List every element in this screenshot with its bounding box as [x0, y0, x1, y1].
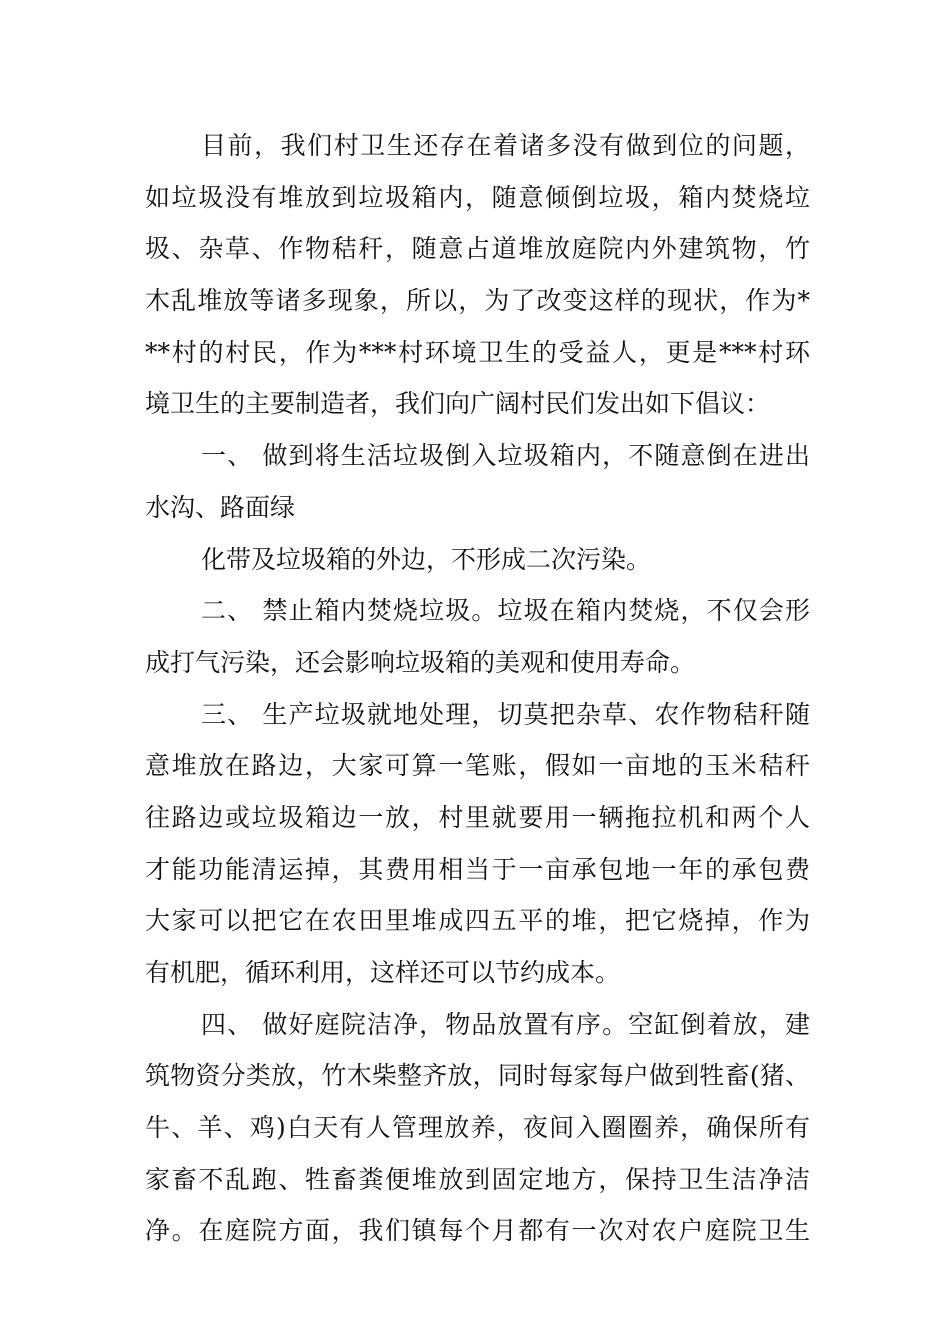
paragraph-line: 木乱堆放等诸多现象，所以，为了改变这样的现状，作为*: [145, 286, 810, 316]
paragraph-line: 净。在庭院方面，我们镇每个月都有一次对农户庭院卫生: [145, 1216, 810, 1246]
paragraph-line: 化带及垃圾箱的外边，不形成二次污染。: [201, 544, 652, 574]
paragraph-line: 水沟、路面绿: [145, 492, 296, 522]
paragraph-line: 境卫生的主要制造者，我们向广阔村民们发出如下倡议：: [145, 389, 771, 419]
paragraph-line: 有机肥，循环利用，这样还可以节约成本。: [145, 958, 621, 987]
paragraph-line: 意堆放在路边，大家可算一笔账，假如一亩地的玉米秸秆: [145, 751, 810, 781]
paragraph-line: 筑物资分类放，竹木柴整齐放，同时每家每户做到牲畜(猪、: [145, 1061, 810, 1091]
paragraph-line: 目前，我们村卫生还存在着诸多没有做到位的问题，: [201, 131, 810, 160]
paragraph-line: 往路边或垃圾箱边一放，村里就要用一辆拖拉机和两个人: [145, 802, 810, 832]
paragraph-line: 牛、羊、鸡)白天有人管理放养，夜间入圈圈养，确保所有: [145, 1113, 810, 1143]
document-body: [145, 120, 810, 1257]
paragraph-line: 如垃圾没有堆放到垃圾箱内，随意倾倒垃圾，箱内焚烧垃: [145, 182, 810, 212]
paragraph-line: 一、 做到将生活垃圾倒入垃圾箱内，不随意倒在进出: [201, 441, 810, 471]
paragraph-line: 二、 禁止箱内焚烧垃圾。垃圾在箱内焚烧，不仅会形: [201, 596, 810, 626]
paragraph-line: 四、 做好庭院洁净，物品放置有序。空缸倒着放，建: [201, 1009, 810, 1039]
paragraph-line: 三、 生产垃圾就地处理，切莫把杂草、农作物秸秆随: [201, 699, 810, 729]
paragraph-line: 家畜不乱跑、牲畜粪便堆放到固定地方，保持卫生洁净洁: [145, 1164, 810, 1194]
paragraph-line: 圾、杂草、作物秸秆，随意占道堆放庭院内外建筑物，竹: [145, 234, 810, 264]
paragraph-line: 成打气污染，还会影响垃圾箱的美观和使用寿命。: [145, 647, 696, 677]
paragraph-line: **村的村民，作为***村环境卫生的受益人，更是***村环: [145, 337, 810, 367]
paragraph-line: 才能功能清运掉，其费用相当于一亩承包地一年的承包费: [145, 854, 810, 884]
paragraph-line: 大家可以把它在农田里堆成四五平的堆，把它烧掉，作为: [145, 906, 810, 936]
